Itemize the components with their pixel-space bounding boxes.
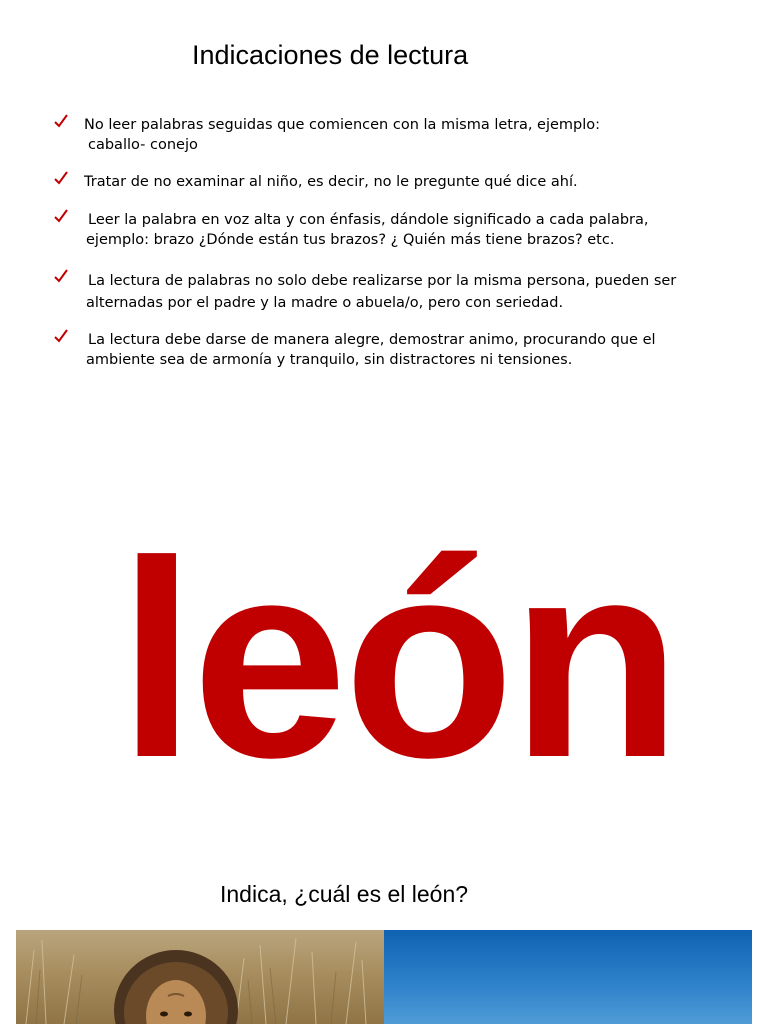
checkmark-icon	[54, 113, 68, 129]
sky-image[interactable]	[384, 930, 752, 1024]
lion-image[interactable]	[16, 930, 384, 1024]
instruction-line: caballo- conejo	[88, 137, 198, 153]
page-title: Indicaciones de lectura	[192, 40, 469, 70]
instruction-line: Leer la palabra en voz alta y con énfasis, dándole significado a cada palabra,	[88, 212, 649, 228]
checkmark-icon	[54, 170, 68, 186]
instruction-line: ejemplo: brazo ¿Dónde están tus brazos? ¿ Quién más tiene brazos? etc.	[86, 232, 615, 248]
instruction-text	[88, 210, 748, 250]
instruction-line: ambiente sea de armonía y tranquilo, sin distractores ni tensiones.	[86, 352, 573, 368]
instruction-line: La lectura de palabras no solo debe realizarse por la misma persona, pueden ser	[88, 273, 677, 289]
instruction-text	[88, 270, 748, 314]
instruction-text	[84, 172, 744, 192]
instruction-line: Tratar de no examinar al niño, es decir, no le pregunte qué dice ahí.	[84, 174, 578, 190]
checkmark-icon	[54, 328, 68, 344]
checkmark-icon	[54, 268, 68, 284]
instruction-line: alternadas por el padre y la madre o abuela/o, pero con seriedad.	[86, 295, 564, 311]
instruction-text	[88, 330, 748, 370]
instruction-text	[84, 115, 744, 155]
instruction-line: No leer palabras seguidas que comiencen con la misma letra, ejemplo:	[84, 117, 601, 133]
instruction-line: La lectura debe darse de manera alegre, demostrar animo, procurando que el	[88, 332, 656, 348]
question-prompt: Indica, ¿cuál es el león?	[220, 881, 469, 907]
featured-word: león	[118, 504, 678, 816]
lion-photo-illustration	[16, 930, 384, 1024]
checkmark-icon	[54, 208, 68, 224]
